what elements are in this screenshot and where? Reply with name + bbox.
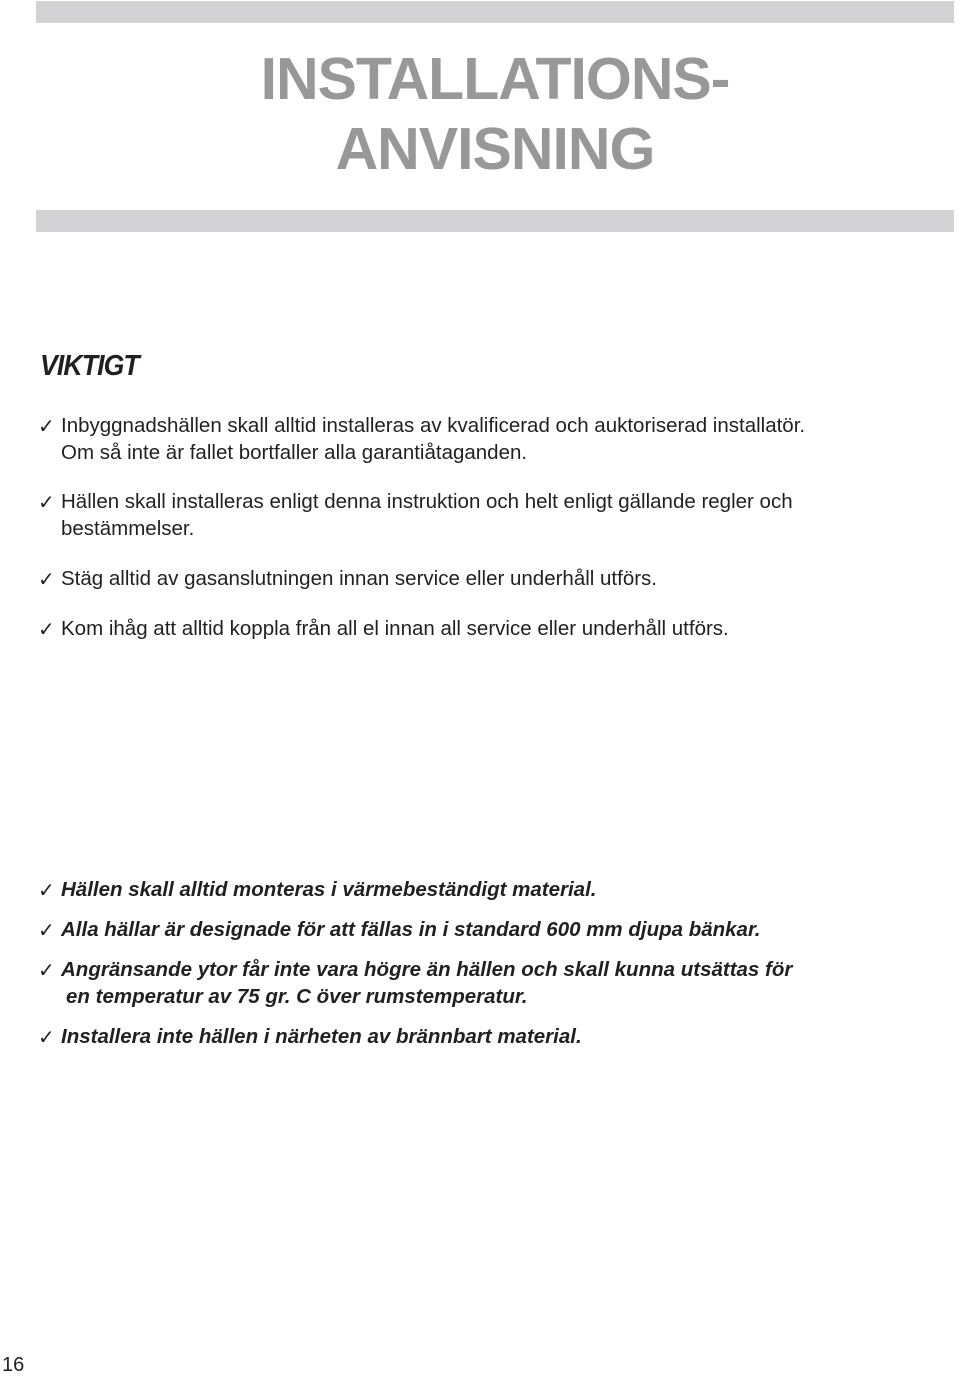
check-icon: ✓ xyxy=(38,567,55,591)
list-item xyxy=(38,565,943,592)
list-item xyxy=(38,488,943,542)
check-icon: ✓ xyxy=(38,490,55,514)
list-item-text: Inbyggnadshällen skall alltid installeras av kvalificerad och auktoriserad installatör. xyxy=(61,414,806,437)
page-title-line-2: ANVISNING xyxy=(335,116,655,182)
check-icon: ✓ xyxy=(38,918,55,942)
list-item-text: Hällen skall alltid monteras i värmebeständigt material. xyxy=(61,878,597,901)
list-item xyxy=(38,1023,943,1050)
requirements-list xyxy=(38,876,943,1063)
list-item xyxy=(38,412,943,466)
check-icon: ✓ xyxy=(38,958,55,982)
section-heading: VIKTIGT xyxy=(40,350,139,382)
list-item-text: bestämmelser. xyxy=(61,517,195,540)
check-icon: ✓ xyxy=(38,1025,55,1049)
page-number: 16 xyxy=(2,1354,25,1376)
list-item xyxy=(38,615,943,642)
page-title xyxy=(0,44,960,184)
list-item-text: Angränsande ytor får inte vara högre än hällen och skall kunna utsättas för xyxy=(61,958,793,981)
list-item-text: Om så inte är fallet bortfaller alla garantiåtaganden. xyxy=(61,441,528,464)
list-item-text: Hällen skall installeras enligt denna instruktion och helt enligt gällande regler och xyxy=(61,490,793,513)
page-title-line-1: INSTALLATIONS- xyxy=(260,46,730,112)
header-bar-bottom xyxy=(36,210,954,232)
header-bar-top xyxy=(36,1,954,23)
list-item xyxy=(38,916,943,943)
list-item-text: Stäg alltid av gasanslutningen innan service eller underhåll utförs. xyxy=(61,567,658,590)
list-item-text: Kom ihåg att alltid koppla från all el innan all service eller underhåll utförs. xyxy=(61,617,729,640)
list-item xyxy=(38,956,943,1010)
list-item xyxy=(38,876,943,903)
list-item-text: en temperatur av 75 gr. C över rumstemperatur. xyxy=(66,985,528,1008)
list-item-text: Alla hällar är designade för att fällas in i standard 600 mm djupa bänkar. xyxy=(61,918,761,941)
check-icon: ✓ xyxy=(38,617,55,641)
list-item-text: Installera inte hällen i närheten av brännbart material. xyxy=(61,1025,582,1048)
check-icon: ✓ xyxy=(38,414,55,438)
important-list xyxy=(38,412,943,665)
check-icon: ✓ xyxy=(38,878,55,902)
